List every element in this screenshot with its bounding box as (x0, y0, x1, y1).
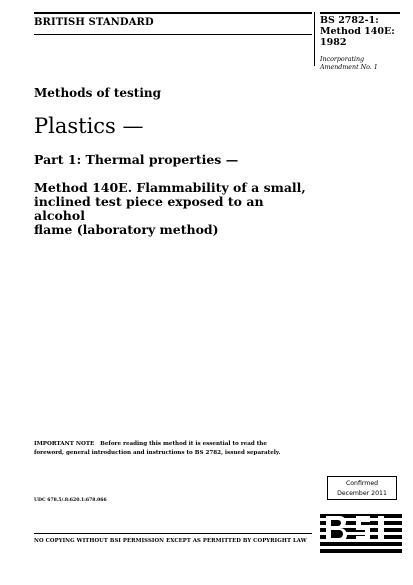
footer-rule (34, 533, 312, 534)
note-line-2: foreword, general introduction and instructions to BS 2782, issued separately. (34, 450, 281, 456)
method-title-line-3: flame (laboratory method) (34, 222, 219, 237)
main-title: Plastics — (34, 114, 144, 138)
note-line-1-text: Before reading this method it is essential to read the (100, 441, 267, 447)
copyright-notice: NO COPYING WITHOUT BSI PERMISSION EXCEPT AS PERMITTED BY COPYRIGHT LAW (34, 538, 307, 544)
confirmed-line-1: Confirmed (345, 480, 379, 487)
series-title: Methods of testing (34, 86, 162, 100)
important-note (34, 440, 319, 458)
header-divider-vertical (314, 12, 315, 66)
confirmed-line-2: December 2011 (337, 490, 387, 497)
method-title-line-1: Method 140E. Flammability of a small, (34, 180, 306, 195)
confirmed-stamp (327, 476, 397, 500)
note-line-1 (34, 440, 319, 449)
note-heading: IMPORTANT NOTE (34, 441, 95, 447)
amendment-line-2: Amendment No. 1 (320, 64, 378, 71)
brand-label: BRITISH STANDARD (34, 17, 154, 28)
standard-number-line-1: BS 2782-1: (320, 15, 379, 26)
standard-number-line-2: Method 140E: (320, 26, 395, 37)
part-title: Part 1: Thermal properties — (34, 152, 239, 167)
standard-number-line-3: 1982 (320, 37, 347, 48)
bsi-logo (320, 514, 402, 556)
header-rule-top (34, 12, 312, 14)
amendment-note (320, 56, 400, 72)
header-rule-sub (34, 34, 312, 35)
standard-number (320, 15, 400, 48)
method-title-line-2: inclined test piece exposed to an alcohol (34, 194, 264, 223)
header-right-rule (320, 12, 400, 14)
amendment-line-1: Incorporating (320, 56, 365, 63)
udc-reference: UDC 678.5/.8:620.1:678.066 (34, 498, 107, 503)
method-title (34, 181, 314, 237)
